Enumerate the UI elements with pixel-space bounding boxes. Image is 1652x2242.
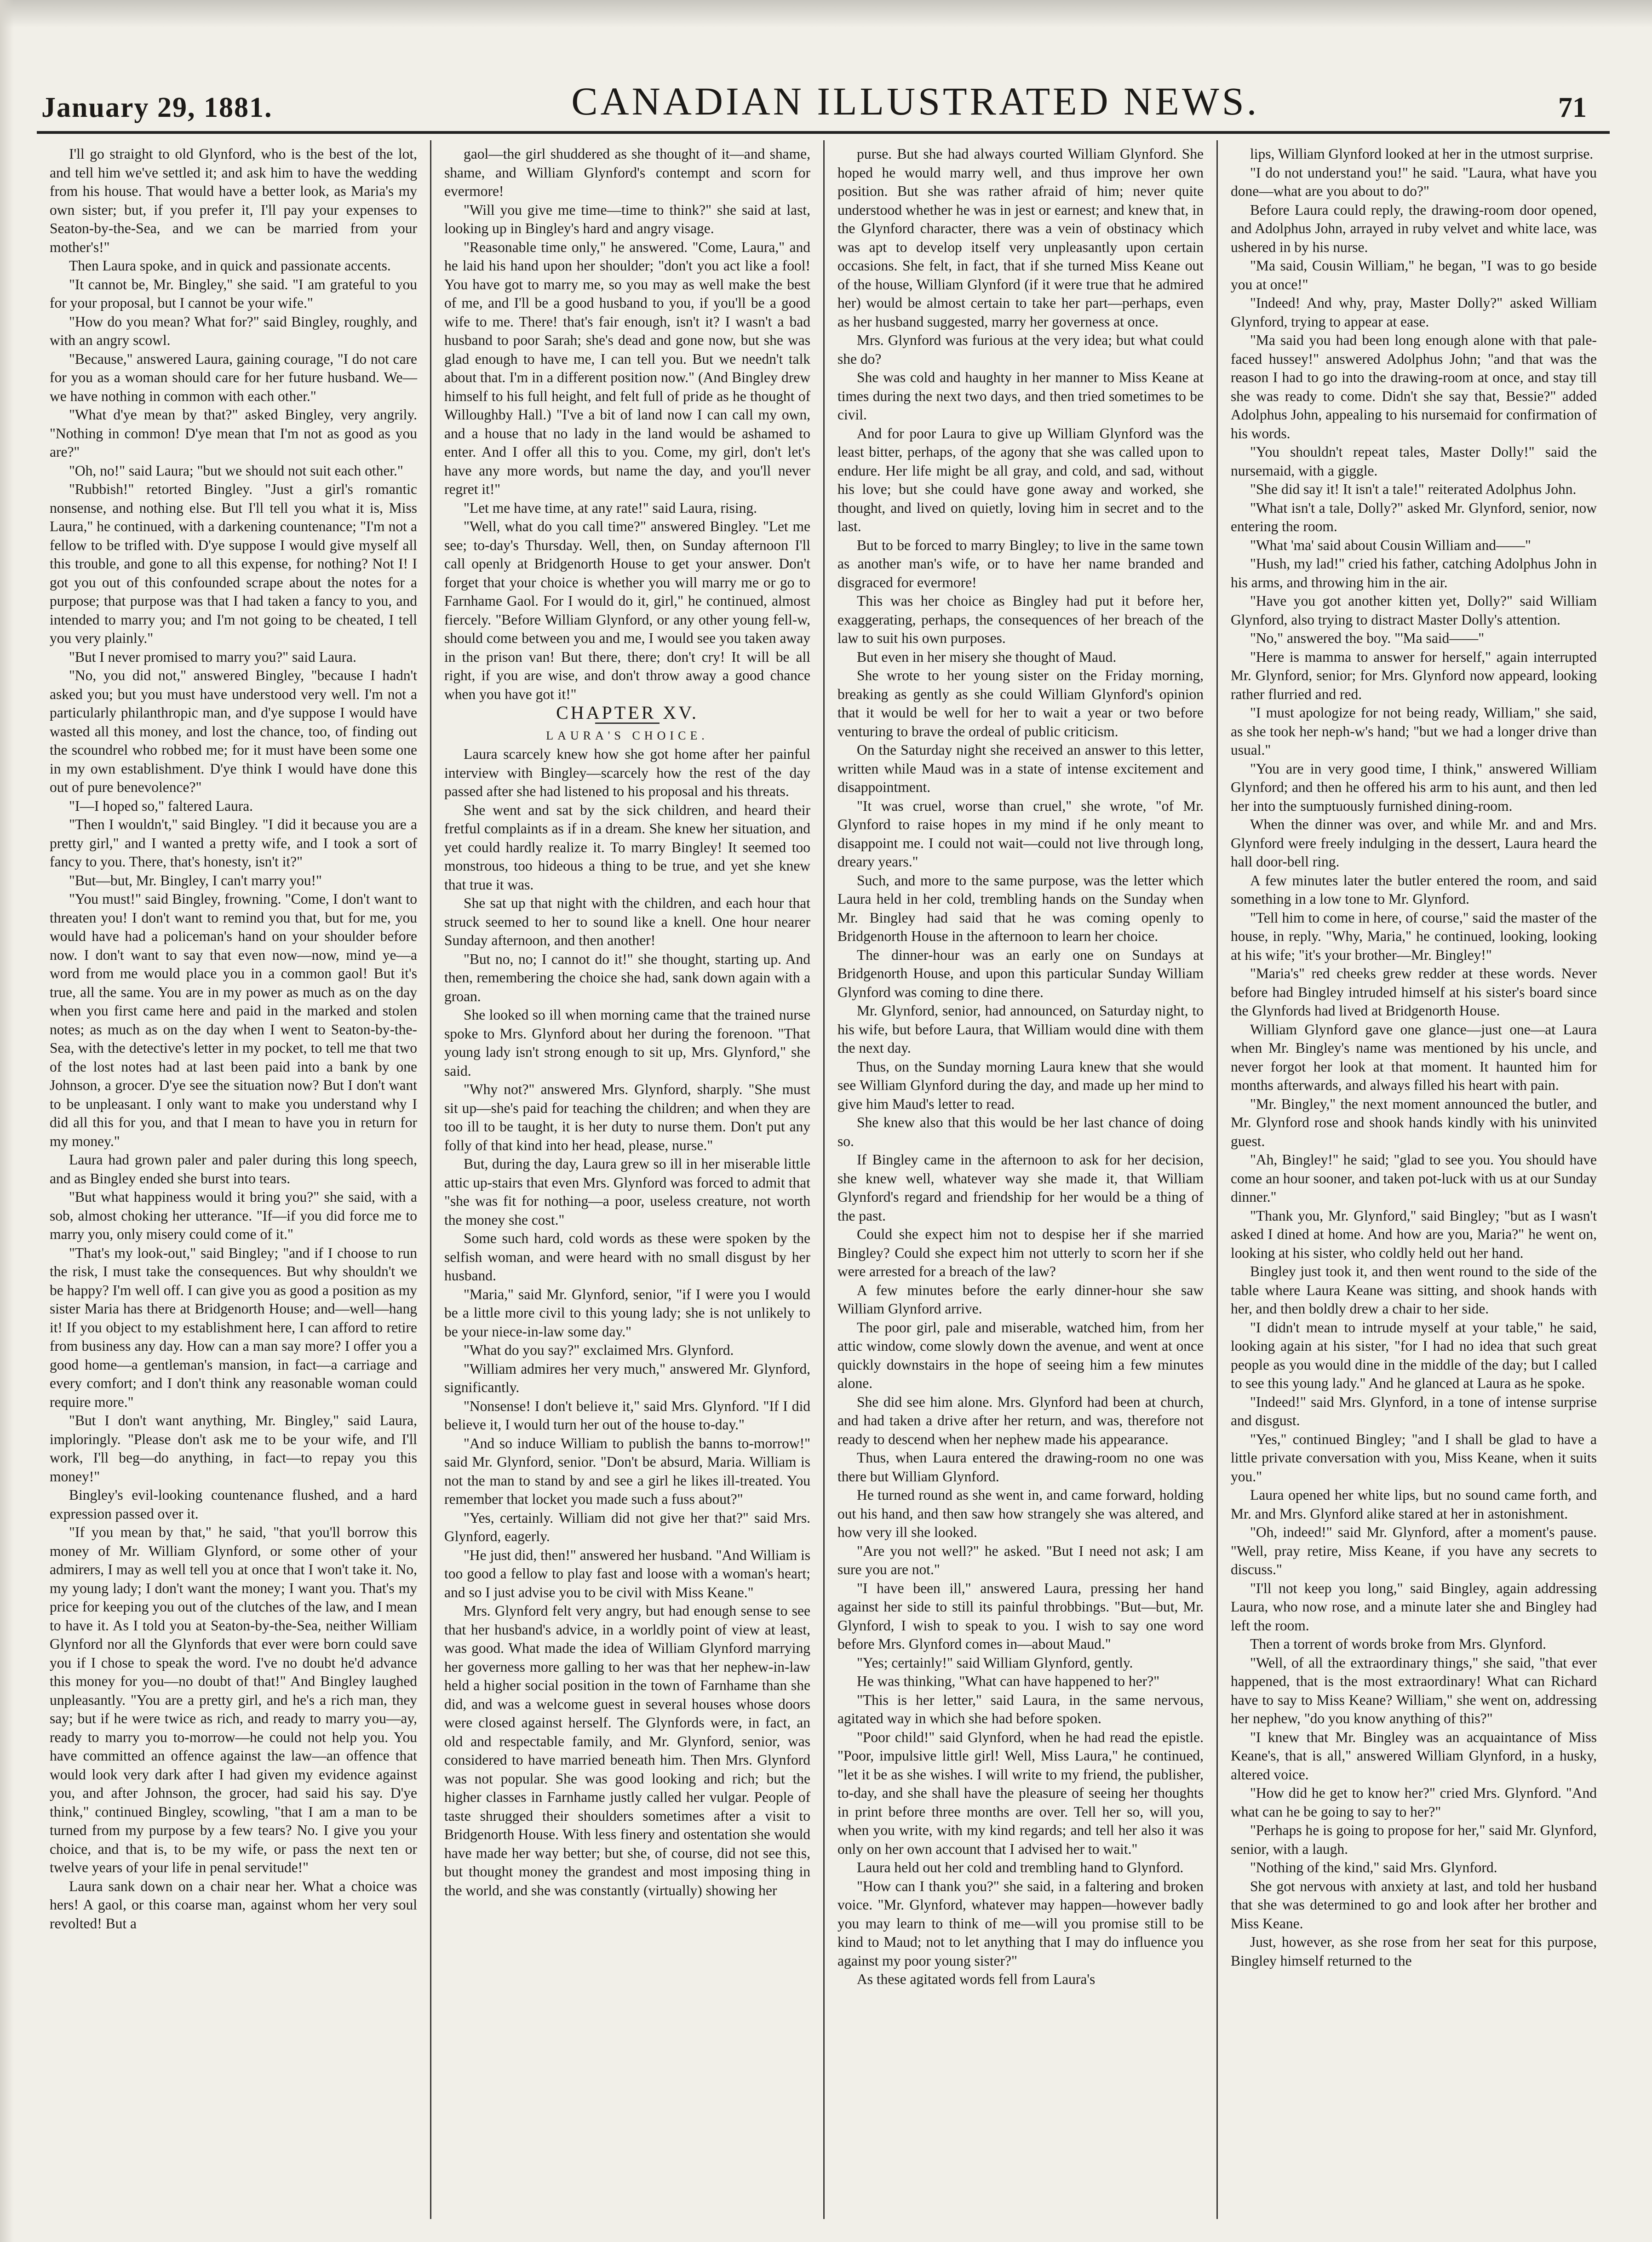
paragraph: But even in her misery she thought of Maud. xyxy=(857,648,1117,665)
paragraph: Such, and more to the same purpose, was the letter which Laura held in her cold, trembling hands on the Sunday when Mr. Bingley had said that he was coming openly to Bridgenorth House in the afternoon to learn her choice. xyxy=(837,872,1204,944)
paragraph: "But I don't want anything, Mr. Bingley," said Laura, imploringly. "Please don't ask me to be your wife, and I'll work, I'll beg—do anything, in fact—to repay you this money!" xyxy=(50,1412,417,1485)
paragraph: "Ma said you had been long enough alone with that pale-faced hussey!" answered Adolphus John; "and that was the reason I had to go into the drawing-room at once, and stay till she was ready to come. Didn't she say that, Bessie?" added Adolphus John, appealing to his nursemaid for confirmation of his words. xyxy=(1231,332,1597,442)
paragraph: Laura sank down on a chair near her. What a choice was hers! A gaol, or this coarse man, against whom her very soul revolted! But a xyxy=(50,1878,417,1932)
paragraph: "Well, what do you call time?" answered Bingley. "Let me see; to-day's Thursday. Well, then, on Sunday afternoon I'll call openly at Bridgenorth House to get your answer. Don't forget that your choice is whether you will marry me or go to Farnhame Gaol. For I would do it, girl," he continued, almost fiercely. "Before William Glynford, or any other young fell-w, should come between you and me, I would see you taken away in the prison van! But there, there; don't cry! It will be all right, if you are wise, and don't throw away a good chance when you have got it!" xyxy=(444,518,810,702)
chapter-heading: CHAPTER XV. xyxy=(556,702,699,723)
paragraph: Thus, on the Sunday morning Laura knew that she would see William Glynford during the day, and made up her mind to give him Maud's letter to read. xyxy=(837,1058,1204,1112)
paragraph: "Reasonable time only," he answered. "Come, Laura," and he laid his hand upon her shoulder; "don't you act like a fool! You have got to marry me, so you may as well make the best of me, and I'll be a good husband to you, if you'll be a good wife to me. There! that's fair enough, isn't it? I wasn't a bad husband to poor Sarah; she's dead and gone now, but she was glad enough to have me, I can tell you. But we needn't talk about that. I'm in a different position now." (And Bingley drew himself to his full height, and felt full of pride as he thought of Willoughby Hall.) "I've a bit of land now I can call my own, and a house that no lady in the land would be ashamed to enter. And I offer all this to you. Come, my girl, don't let's have any more words, but name the day, and you'll never regret it!" xyxy=(444,239,810,497)
paragraph: She was cold and haughty in her manner to Miss Keane at times during the next two days, and then tried sometimes to be civil. xyxy=(837,369,1204,423)
paragraph: "I'll not keep you long," said Bingley, again addressing Laura, who now rose, and a minute later she and Bingley had left the room. xyxy=(1231,1580,1597,1634)
paragraph: The dinner-hour was an early one on Sundays at Bridgenorth House, and upon this particular Sunday William Glynford was coming to dine there. xyxy=(837,946,1204,1000)
paragraph: lips, William Glynford looked at her in the utmost surprise. xyxy=(1250,146,1594,162)
paragraph: "Are you not well?" he asked. "But I need not ask; I am sure you are not." xyxy=(837,1542,1204,1577)
scan-edge-left xyxy=(0,0,14,2242)
paragraph: Could she expect him not to despise her if she married Bingley? Could she expect him not utterly to scorn her if she were arrested for a breach of the law? xyxy=(837,1226,1204,1279)
paragraph: She looked so ill when morning came that the trained nurse spoke to Mrs. Glynford about her during the forenoon. "That young lady isn't strong enough to sit up, Mrs. Glynford," she said. xyxy=(444,1007,810,1079)
paragraph: "And so induce William to publish the banns to-morrow!" said Mr. Glynford, senior. "Don't be absurd, Maria. William is not the man to stand by and see a girl he likes ill-treated. You remember that locket you made such a fuss about?" xyxy=(444,1435,810,1507)
paragraph: He turned round as she went in, and came forward, holding out his hand, and then saw how strangely she was altered, and how very ill she looked. xyxy=(837,1487,1204,1540)
paragraph: "Oh, indeed!" said Mr. Glynford, after a moment's pause. "Well, pray retire, Miss Keane, if you have any secrets to discuss." xyxy=(1231,1524,1597,1577)
paragraph: If Bingley came in the afternoon to ask for her decision, she knew well, whatever way she made it, that William Glynford's regard and friendship for her would be a thing of the past. xyxy=(837,1152,1204,1224)
paragraph: "It cannot be, Mr. Bingley," she said. "I am grateful to you for your proposal, but I cannot be your wife." xyxy=(50,276,417,311)
paragraph: "Will you give me time—time to think?" she said at last, looking up in Bingley's hard and angry visage. xyxy=(444,201,810,236)
paragraph: On the Saturday night she received an answer to this letter, written while Maud was in a state of intense excitement and disappointment. xyxy=(837,742,1204,795)
paragraph: "How can I thank you?" she said, in a faltering and broken voice. "Mr. Glynford, whatever may happen—however badly you may learn to think of me—will you promise still to be kind to Maud; not to let anything that I may do influence you against my poor young sister?" xyxy=(837,1878,1204,1969)
paragraph: But to be forced to marry Bingley; to live in the same town as another man's wife, or to have her name branded and disgraced for evermore! xyxy=(837,537,1204,591)
paragraph: "What do you say?" exclaimed Mrs. Glynford. xyxy=(464,1342,734,1358)
paragraph: "Indeed! And why, pray, Master Dolly?" asked William Glynford, trying to appear at ease. xyxy=(1231,295,1597,330)
paragraph: "What 'ma' said about Cousin William and——" xyxy=(1250,537,1531,553)
column-3 xyxy=(823,140,1216,2219)
paragraph: "I didn't mean to intrude myself at your table," he said, looking again at his sister, "for I had no idea that such great people as you would dine in the middle of the day; but I called to see this young lady." And he glanced at Laura as he spoke. xyxy=(1231,1319,1597,1391)
paragraph: "I must apologize for not being ready, William," she said, as she took her neph-w's hand; "but we had a longer drive than usual." xyxy=(1231,705,1597,758)
paragraph: "But—but, Mr. Bingley, I can't marry you!" xyxy=(69,872,322,889)
paragraph: As these agitated words fell from Laura's xyxy=(857,1971,1096,1987)
paragraph: "Yes," continued Bingley; "and I shall be glad to have a little private conversation with you, Miss Keane, when it suits you." xyxy=(1231,1431,1597,1485)
text-columns xyxy=(37,140,1610,2219)
paragraph: "What d'ye mean by that?" asked Bingley, very angrily. "Nothing in common! D'ye mean that I'm not as good as you are?" xyxy=(50,407,417,460)
paragraph: Then a torrent of words broke from Mrs. Glynford. xyxy=(1250,1636,1546,1652)
paragraph: "Then I wouldn't," said Bingley. "I did it because you are a pretty girl," and I wanted a pretty wife, and I took a sort of fancy to you. There, that's honesty, isn't it?" xyxy=(50,816,417,870)
paragraph: Before Laura could reply, the drawing-room door opened, and Adolphus John, arrayed in ruby velvet and white lace, was ushered in by his nurse. xyxy=(1231,201,1597,255)
paragraph: "Maria's" red cheeks grew redder at these words. Never before had Bingley intruded himself at his sister's board since the Glynfords had lived at Bridgenorth House. xyxy=(1231,965,1597,1019)
paragraph: She sat up that night with the children, and each hour that struck seemed to her to sound like a knell. One hour nearer Sunday afternoon, and then another! xyxy=(444,895,810,948)
paragraph: A few minutes later the butler entered the room, and said something in a low tone to Mr. Glynford. xyxy=(1231,872,1597,907)
paragraph: And for poor Laura to give up William Glynford was the least bitter, perhaps, of the agony that she was called upon to endure. Her life might be all gray, and cold, and sad, without his love; but she could have gone away and worked, she thought, and lived on quietly, loving him in secret and to the last. xyxy=(837,425,1204,534)
paragraph: Bingley's evil-looking countenance flushed, and a hard expression passed over it. xyxy=(50,1487,417,1522)
paragraph: "How did he get to know her?" cried Mrs. Glynford. "And what can he be going to say to her?" xyxy=(1231,1785,1597,1820)
paragraph: "You must!" said Bingley, frowning. "Come, I don't want to threaten you! I don't want to remind you that, but for me, you would have had a policeman's hand on your shoulder before now. I don't want to say that even now—now, mind ye—a word from me would place you in a common gaol! But it's true, all the same. You are in my power as much as on the day when you first came here and paid in the marked and stolen notes; as much as on the day when I went to Seaton-by-the-Sea, with the detective's letter in my pocket, to tell me that two of the lost notes had at last been paid into a bank by one Johnson, a grocer. D'ye see the situation now? But I don't want to be unpleasant. I only want to make you understand why I did all this for you, and that I mean to have you in return for my money." xyxy=(50,891,417,1149)
paragraph: Thus, when Laura entered the drawing-room no one was there but William Glynford. xyxy=(837,1450,1204,1485)
paragraph: Then Laura spoke, and in quick and passionate accents. xyxy=(69,258,391,274)
paragraph: "Why not?" answered Mrs. Glynford, sharply. "She must sit up—she's paid for teaching the children; and when they are too ill to be taught, it is her duty to nurse them. Don't put any folly of that kind into her head, please, nurse." xyxy=(444,1081,810,1153)
paragraph: Mrs. Glynford was furious at the very idea; but what could she do? xyxy=(837,332,1204,367)
paragraph: "What isn't a tale, Dolly?" asked Mr. Glynford, senior, now entering the room. xyxy=(1231,499,1597,534)
paragraph: gaol—the girl shuddered as she thought of it—and shame, shame, and William Glynford's contempt and scorn for evermore! xyxy=(444,146,810,199)
column-4 xyxy=(1216,140,1610,2219)
paragraph: "Oh, no!" said Laura; "but we should not suit each other." xyxy=(69,462,403,479)
paragraph: "It was cruel, worse than cruel," she wrote, "of Mr. Glynford to raise hopes in my mind if he only meant to disappoint me. I could not wait—could not live through long, dreary years." xyxy=(837,797,1204,870)
paragraph: She did see him alone. Mrs. Glynford had been at church, and had taken a drive after her return, and was, therefore not ready to descend when her nephew made his appearance. xyxy=(837,1393,1204,1447)
header-rule xyxy=(37,131,1610,134)
paragraph: "Nothing of the kind," said Mrs. Glynford. xyxy=(1250,1859,1497,1875)
paragraph: "Ah, Bingley!" he said; "glad to see you. You should have come an hour sooner, and taken pot-luck with us at our Sunday dinner." xyxy=(1231,1152,1597,1205)
paragraph: She wrote to her young sister on the Friday morning, breaking as gently as she could William Glynford's opinion that it would be well for her to wait a year or two before venturing to brave the ordeal of public criticism. xyxy=(837,667,1204,740)
page-header xyxy=(41,69,1605,124)
paragraph: "You are in very good time, I think," answered William Glynford; and then he offered his arm to his aunt, and then led her into the sumptuously furnished dining-room. xyxy=(1231,760,1597,814)
paragraph: "This is her letter," said Laura, in the same nervous, agitated way in which she had before spoken. xyxy=(837,1692,1204,1726)
paragraph: "Yes, certainly. William did not give her that?" said Mrs. Glynford, eagerly. xyxy=(444,1509,810,1544)
paragraph: "She did say it! It isn't a tale!" reiterated Adolphus John. xyxy=(1250,481,1577,497)
paragraph: "But what happiness would it bring you?" she said, with a sob, almost choking her utterance. "If—if you did force me to marry you, only misery could come of it." xyxy=(50,1189,417,1242)
paragraph: "Yes; certainly!" said William Glynford, gently. xyxy=(857,1654,1133,1671)
paragraph: "Nonsense! I don't believe it," said Mrs. Glynford. "If I did believe it, I would turn her out of the house to-day." xyxy=(444,1398,810,1433)
scan-edge-top xyxy=(0,0,1652,28)
paragraph: "How do you mean? What for?" said Bingley, roughly, and with an angry scowl. xyxy=(50,313,417,348)
paragraph: "Well, of all the extraordinary things," she said, "that ever happened, that is the most extraordinary! What can Richard have to say to Miss Keane? William," she went on, addressing her nephew, "do you know anything of this?" xyxy=(1231,1654,1597,1726)
paragraph: "William admires her very much," answered Mr. Glynford, significantly. xyxy=(444,1360,810,1395)
paragraph: "Rubbish!" retorted Bingley. "Just a girl's romantic nonsense, and nothing else. But I'll tell you what it is, Miss Laura," he continued, with a darkening countenance; "I'm not a fellow to be trifled with. D'ye suppose I would give myself all this trouble, and gone to all this expense, for nothing? Not I! I got you out of this confounded scrape about the notes for a purpose; that purpose was that I had taken a fancy to you, and intended to marry you; and I'm not going to be cheated, I tell you very plainly." xyxy=(50,481,417,646)
paragraph: "Indeed!" said Mrs. Glynford, in a tone of intense surprise and disgust. xyxy=(1231,1393,1597,1428)
paragraph: "I—I hoped so," faltered Laura. xyxy=(69,797,253,814)
paragraph: The poor girl, pale and miserable, watched him, from her attic window, come slowly down the avenue, and went at once quickly downstairs in the hope of seeing him a few minutes alone. xyxy=(837,1319,1204,1391)
paragraph: I'll go straight to old Glynford, who is the best of the lot, and tell him we've settled it; and ask him to have the wedding from his house. That would have a better look, as Maria's my own sister; but, if you prefer it, I'll pay your expenses to Seaton-by-the-Sea, and we can be married from your mother's!" xyxy=(50,146,417,255)
paragraph: Laura scarcely knew how she got home after her painful interview with Bingley—scarcely how the rest of the day passed after she had listened to his proposal and his threats. xyxy=(444,746,810,799)
paragraph: William Glynford gave one glance—just one—at Laura when Mr. Bingley's name was mentioned by his uncle, and never forgot her look at that moment. It haunted him for months afterwards, and always filled his heart with pain. xyxy=(1231,1021,1597,1093)
paragraph: Mr. Glynford, senior, had announced, on Saturday night, to his wife, but before Laura, that William would dine with them the next day. xyxy=(837,1003,1204,1056)
paragraph: Just, however, as she rose from her seat for this purpose, Bingley himself returned to the xyxy=(1231,1934,1597,1969)
paragraph: "Perhaps he is going to propose for her," said Mr. Glynford, senior, with a laugh. xyxy=(1231,1822,1597,1857)
paragraph: "I have been ill," answered Laura, pressing her hand against her side to still its painful throbbings. "But—but, Mr. Glynford, I wish to speak to you. I wish to say one word before Mrs. Glynford comes in—about Maud." xyxy=(837,1580,1204,1652)
issue-date: January 29, 1881. xyxy=(41,92,273,123)
paragraph: Some such hard, cold words as these were spoken by the selfish woman, and were heard with no small disgust by her husband. xyxy=(444,1230,810,1284)
paragraph: This was her choice as Bingley had put it before her, exaggerating, perhaps, the consequences of her breach of the law to suit his own purposes. xyxy=(837,593,1204,646)
paragraph: "Have you got another kitten yet, Dolly?" said William Glynford, also trying to distract Master Dolly's attention. xyxy=(1231,593,1597,628)
paragraph: Laura had grown paler and paler during this long speech, and as Bingley ended she burst into tears. xyxy=(50,1152,417,1187)
paragraph: She got nervous with anxiety at last, and told her husband that she was determined to go and look after her brother and Miss Keane. xyxy=(1231,1878,1597,1932)
paragraph: Laura opened her white lips, but no sound came forth, and Mr. and Mrs. Glynford alike stared at her in astonishment. xyxy=(1231,1487,1597,1522)
paragraph: "But no, no; I cannot do it!" she thought, starting up. And then, remembering the choice she had, sank down again with a groan. xyxy=(444,951,810,1004)
paragraph: "Ma said, Cousin William," he began, "I was to go beside you at once!" xyxy=(1231,258,1597,292)
paragraph: She knew also that this would be her last chance of doing so. xyxy=(837,1114,1204,1149)
paragraph: "No, you did not," answered Bingley, "because I hadn't asked you; but you must have understood very well. I'm not a particularly philanthropic man, and d'ye suppose I would have wasted all this money, and lost the chance, too, of finding out the scoundrel who robbed me; for it must have been some one in my own establishment. D'ye think I would have done this out of pure benevolence?" xyxy=(50,667,417,795)
paragraph: Bingley just took it, and then went round to the side of the table where Laura Keane was sitting, and shook hands with her, and then boldly drew a chair to her side. xyxy=(1231,1263,1597,1317)
column-1 xyxy=(37,140,430,2219)
column-2 xyxy=(430,140,823,2219)
paragraph: "Here is mamma to answer for herself," again interrupted Mr. Glynford, senior; for Mrs. Glynford now appeard, looking rather flurried and red. xyxy=(1231,648,1597,702)
paragraph: Mrs. Glynford felt very angry, but had enough sense to see that her husband's advice, in a worldly point of view at least, was good. What made the idea of William Glynford marrying her governess more galling to her was that her nephew-in-law held a higher social position in the town of Farnhame than she did, and was a welcome guest in several houses whose doors were closed against herself. The Glynfords were, in fact, an old and respectable family, and Mr. Glynford, senior, was considered to have married beneath him. Then Mrs. Glynford was not popular. She was good looking and rich; but the higher classes in Farnhame justly called her vulgar. People of taste shrugged their shoulders sometimes after a visit to Bridgenorth House. With less finery and ostentation she would have made her way better; but she, of course, did not see this, but thought money the grandest and most imposing thing in the world, and she was constantly (virtually) showing her xyxy=(444,1603,810,1898)
paragraph: He was thinking, "What can have happened to her?" xyxy=(857,1673,1160,1689)
paragraph: "I do not understand you!" he said. "Laura, what have you done—what are you about to do?" xyxy=(1231,164,1597,199)
paragraph: "He just did, then!" answered her husband. "And William is too good a fellow to play fast and loose with a woman's heart; and so I just advise you to be civil with Miss Keane." xyxy=(444,1547,810,1600)
masthead-title: CANADIAN ILLUSTRATED NEWS. xyxy=(571,79,1260,123)
paragraph: "You shouldn't repeat tales, Master Dolly!" said the nursemaid, with a giggle. xyxy=(1231,444,1597,479)
paragraph: "Hush, my lad!" cried his father, catching Adolphus John in his arms, and throwing him in the air. xyxy=(1231,556,1597,591)
paragraph: A few minutes before the early dinner-hour she saw William Glynford arrive. xyxy=(837,1282,1204,1317)
paragraph: "But I never promised to marry you?" said Laura. xyxy=(69,648,356,665)
paragraph: "If you mean by that," he said, "that you'll borrow this money of Mr. William Glynford, or some other of your admirers, I may as well tell you at once that I won't take it. No, my young lady; I don't want the money; I want you. That's my price for keeping you out of the clutches of the law, and I mean to have it. As I told you at Seaton-by-the-Sea, neither William Glynford nor all the Glynfords that ever were born could save you if I chose to speak the word. I've no doubt he'd advance this money for you—no doubt of that!" And Bingley laughed unpleasantly. "You are a pretty girl, and he's a rich man, they say; but if he were twice as rich, and ready to marry you—ay, ready to marry you to-morrow—he could not help you. You have committed an offence against the law—an offence that would look very dark after I had given my evidence against you, and after Johnson, the grocer, had said his say. D'ye think," continued Bingley, scowling, "that I am a man to be turned from my purpose by a few tears? No. I give you your choice, and that is, to be my wife, or pass the next ten or twelve years of your life in penal servitude!" xyxy=(50,1524,417,1875)
paragraph: When the dinner was over, and while Mr. and and Mrs. Glynford were freely indulging in the dessert, Laura heard the hall door-bell ring. xyxy=(1231,816,1597,870)
paragraph: "Tell him to come in here, of course," said the master of the house, in reply. "Why, Maria," he continued, looking, looking at his wife; "it's your brother—Mr. Bingley!" xyxy=(1231,909,1597,963)
paragraph: "No," answered the boy. "'Ma said——" xyxy=(1250,630,1485,646)
paragraph: "That's my look-out," said Bingley; "and if I choose to run the risk, I must take the consequences. But why shouldn't we be happy? I'm well off. I can give you as good a position as my sister Maria has there at Bridgenorth House; and—well—hang it! If you object to my establishment here, I can afford to retire from business any day. How can a man say more? I offer you a good home—a gentleman's mansion, in fact—a carriage and every comfort; and I don't think any reasonable woman could require more." xyxy=(50,1244,417,1410)
paragraph: "Thank you, Mr. Glynford," said Bingley; "but as I wasn't asked I dined at home. And how are you, Maria?" he went on, looking at his sister, who coldly held out her hand. xyxy=(1231,1207,1597,1261)
paragraph: "Let me have time, at any rate!" said Laura, rising. xyxy=(464,499,757,516)
paragraph: "Mr. Bingley," the next moment announced the butler, and Mr. Glynford rose and shook hands kindly with his uninvited guest. xyxy=(1231,1095,1597,1149)
paragraph: But, during the day, Laura grew so ill in her miserable little attic up-stairs that even Mrs. Glynford was forced to admit that "she was fit for nothing—a poor, useless creature, not worth the money she cost." xyxy=(444,1156,810,1228)
paragraph: "Because," answered Laura, gaining courage, "I do not care for you as a woman should care for her future husband. We—we have nothing in common with each other." xyxy=(50,350,417,404)
paragraph: "I knew that Mr. Bingley was an acquaintance of Miss Keane's, that is all," answered William Glynford, in a husky, altered voice. xyxy=(1231,1729,1597,1783)
paragraph: "Poor child!" said Glynford, when he had read the epistle. "Poor, impulsive little girl! Well, Miss Laura," he continued, "let it be as she wishes. I will write to my friend, the publisher, to-day, and she shall have the pleasure of seeing her thoughts in print before three months are over. Tell her so, will you, when you write, with my kind regards; and tell her also it was only on her own account that I advised her to wait." xyxy=(837,1729,1204,1857)
paragraph: Laura held out her cold and trembling hand to Glynford. xyxy=(857,1859,1184,1875)
page-number: 71 xyxy=(1558,92,1587,123)
paragraph: purse. But she had always courted William Glynford. She hoped he would marry well, and thus improve her own position. But she was rather afraid of him; never quite understood whether he was in jest or earnest; and knew that, in the Glynford character, there was a vein of obstinacy which was apt to develop itself very unpleasantly upon certain occasions. She felt, in fact, that if she turned Miss Keane out of the house, William Glynford (if it were true that he admired her) would be almost certain to take her part—perhaps, even as her husband suggested, marry her governess at once. xyxy=(837,146,1204,330)
chapter-subtitle: LAURA'S CHOICE. xyxy=(546,728,709,742)
paragraph: "Maria," said Mr. Glynford, senior, "if I were you I would be a little more civil to this young lady; she is not unlikely to be your niece-in-law some day." xyxy=(444,1286,810,1340)
paragraph: She went and sat by the sick children, and heard their fretful complaints as if in a dream. She knew her situation, and yet could hardly realize it. To marry Bingley! It seemed too monstrous, too hideous a thing to be true, and yet she knew that true it was. xyxy=(444,802,810,893)
